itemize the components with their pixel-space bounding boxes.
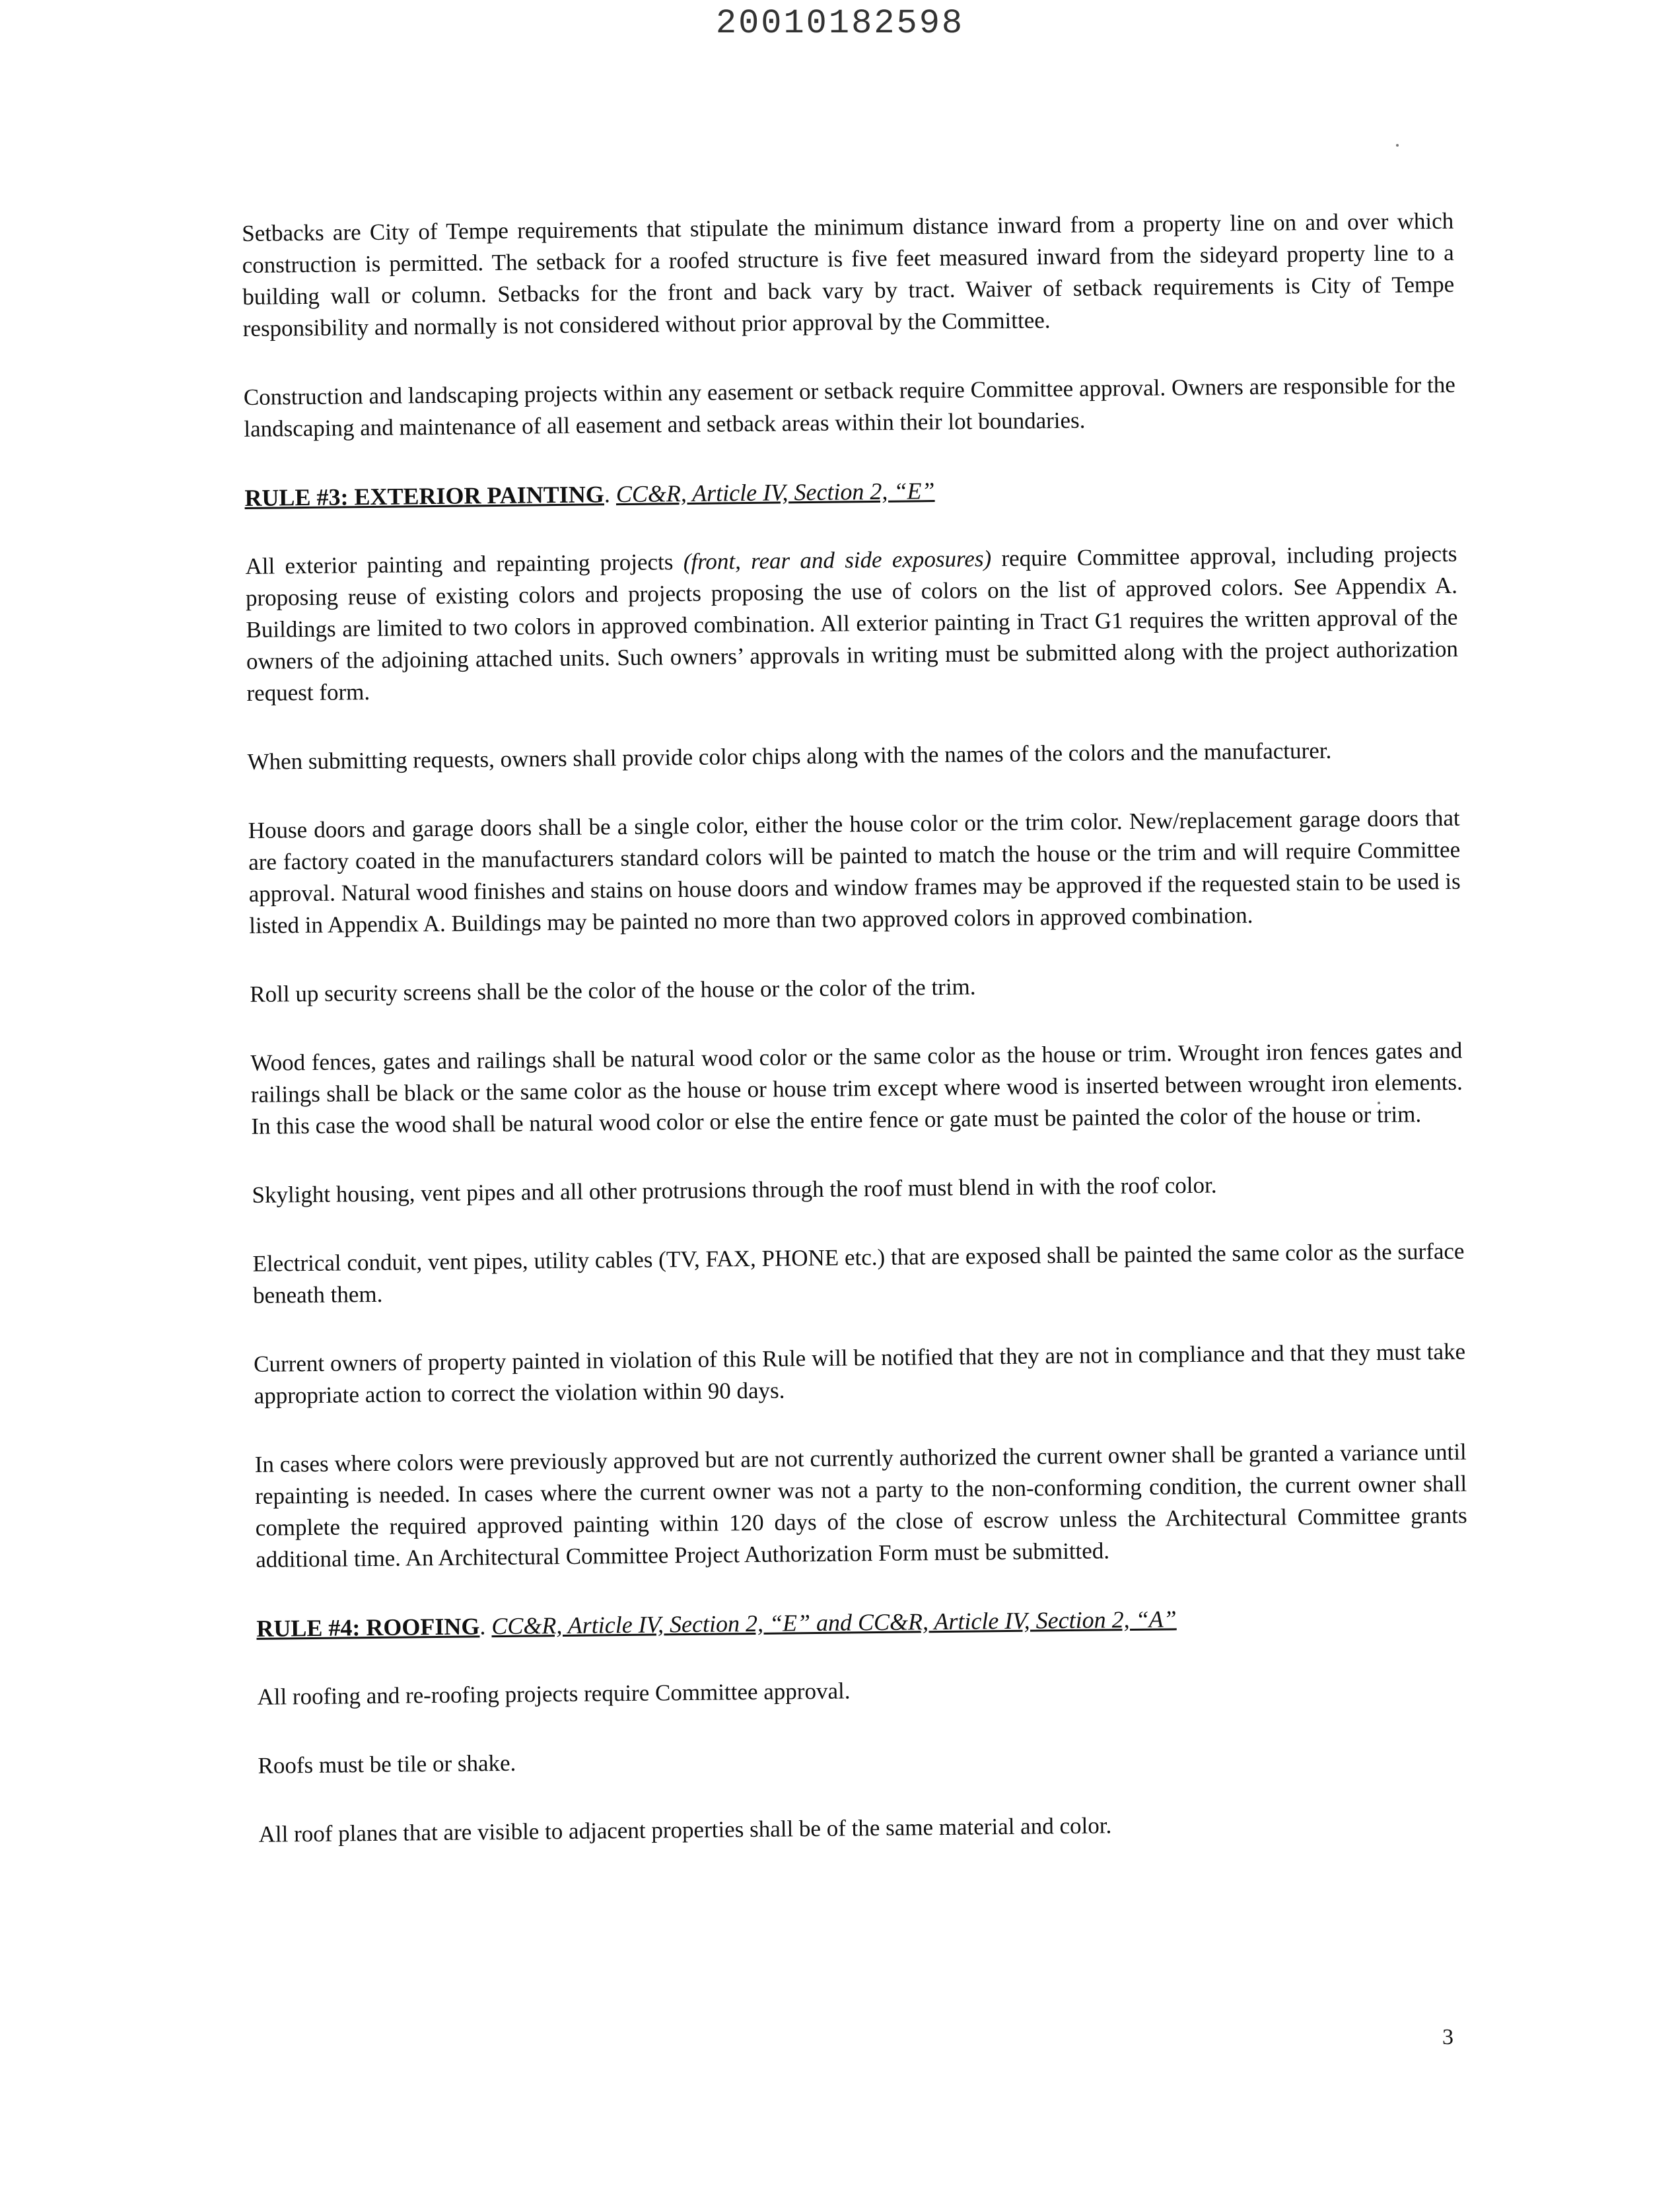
rule-3-title: RULE #3: EXTERIOR PAINTING — [244, 481, 605, 511]
page-number: 3 — [1442, 2025, 1453, 2049]
rule-3-paragraph-8: Current owners of property painted in violation of this Rule will be notified that they are not in compliance and that they must take appropriate action to correct the violation within 90 days. — [253, 1338, 1466, 1409]
setbacks-paragraph: Setbacks are City of Tempe requirements that stipulate the minimum distance inward from a property line on and over which construction is permitted. The setback for a roofed structure is five feet measured inward from the sideyard property line to a building wall or column. Setbacks for the front and back vary by tract. Waiver of setback requirements is City of Tempe responsibility and normally is not considered without prior approval by the Committee. — [242, 207, 1455, 341]
exposures-italic: (front, rear and side exposures) — [683, 546, 992, 575]
rule-4-paragraph-2: Roofs must be tile or shake. — [258, 1750, 516, 1779]
scan-speck — [1396, 144, 1399, 147]
easement-paragraph: Construction and landscaping projects within any easement or setback require Committee approval. Owners are responsible for the landscaping and maintenance of all easement and setback areas within their lot boundaries. — [243, 371, 1455, 442]
rule-4-heading: RULE #4: ROOFING. CC&R, Article IV, Section 2, “E” and CC&R, Article IV, Section 2, “A” — [256, 1606, 1177, 1642]
rule-4-paragraph-3: All roof planes that are visible to adjacent properties shall be of the same material and color. — [258, 1812, 1112, 1847]
rule-3-reference: CC&R, Article IV, Section 2, “E” — [615, 478, 935, 508]
rule-3-paragraph-1: All exterior painting and repainting projects (front, rear and side exposures) require Committee approval, including projects proposing reuse of existing colors and projects proposing the use of colors on the list of approved colors. See Appendix A. Buildings are limited to two colors in approved combination. All exterior painting in Tract G1 requires the written approval of the owners of the adjoining attached units. Such owners’ approvals in writing must be submitted along with the project authorization request form. — [245, 540, 1459, 706]
rule-3-paragraph-2: When submitting requests, owners shall provide color chips along with the names of the colors and the manufacturer. — [247, 737, 1332, 775]
rule-3-paragraph-7: Electrical conduit, vent pipes, utility cables (TV, FAX, PHONE etc.) that are exposed shall be painted the same color as the surface beneath them. — [252, 1238, 1465, 1308]
document-number: 20010182598 — [715, 4, 965, 43]
rule-3-heading: RULE #3: EXTERIOR PAINTING. CC&R, Article IV, Section 2, “E” — [244, 478, 935, 511]
rule-3-paragraph-4: Roll up security screens shall be the color of the house or the color of the trim. — [250, 974, 976, 1007]
rule-3-paragraph-6: Skylight housing, vent pipes and all other protrusions through the roof must blend in with the roof color. — [252, 1172, 1217, 1208]
rule-3-paragraph-3: House doors and garage doors shall be a single color, either the house color or the trim color. New/replacement garage doors that are factory coated in the manufacturers standard colors will be painted to match the house or the trim and will require Committee approval. Natural wood finishes and stains on house doors and window frames may be approved if the requested stain to be used is listed in Appendix A. Buildings may be painted no more than two approved colors in approved combination. — [248, 804, 1461, 939]
rule-3-paragraph-9: In cases where colors were previously approved but are not currently authorized the current owner shall be granted a variance until repainting is needed. In cases where the current owner was not a party to the non-conforming condition, the current owner shall complete the required approved painting within 120 days of the close of escrow unless the Architectural Committee grants additional time. An Architectural Committee Project Authorization Form must be submitted. — [254, 1438, 1467, 1573]
rule-4-paragraph-1: All roofing and re-roofing projects require Committee approval. — [257, 1678, 851, 1710]
rule-4-title: RULE #4: ROOFING — [256, 1613, 480, 1642]
rule-3-paragraph-5: Wood fences, gates and railings shall be natural wood color or the same color as the house or trim. Wrought iron fences gates and railings shall be black or the same color as the house or house trim except where wood is inserted between wrought iron elements. In this case the wood shall be natural wood color or else the entire fence or gate must be painted the color of the house or trim. — [250, 1037, 1463, 1139]
document-body — [242, 205, 1471, 1888]
rule-4-reference: CC&R, Article IV, Section 2, “E” and CC&R, Article IV, Section 2, “A” — [491, 1606, 1177, 1640]
